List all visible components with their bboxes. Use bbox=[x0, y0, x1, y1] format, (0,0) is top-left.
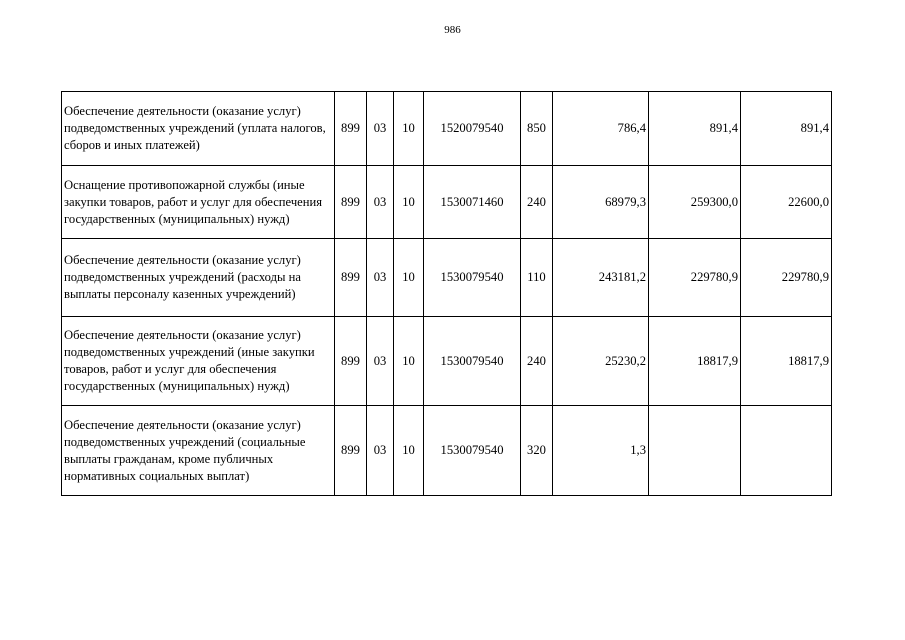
sum-3-cell: 229780,9 bbox=[741, 239, 832, 317]
description-cell: Обеспечение деятельности (оказание услуг) подведомственных учреждений (иные закупки товаров, работ и услуг для обеспечения государственных (муниципальных) нужд) bbox=[62, 317, 335, 406]
ministry-cell: 899 bbox=[335, 239, 367, 317]
description-cell: Обеспечение деятельности (оказание услуг) подведомственных учреждений (расходы на выплаты персоналу казенных учреждений) bbox=[62, 239, 335, 317]
table-row bbox=[62, 406, 832, 496]
description-cell: Оснащение противопожарной службы (иные закупки товаров, работ и услуг для обеспечения государственных (муниципальных) нужд) bbox=[62, 166, 335, 239]
subsection-cell: 10 bbox=[394, 92, 424, 166]
section-cell: 03 bbox=[367, 406, 394, 496]
sum-2-cell bbox=[649, 406, 741, 496]
subsection-cell: 10 bbox=[394, 406, 424, 496]
sum-2-cell: 259300,0 bbox=[649, 166, 741, 239]
expense-type-cell: 110 bbox=[521, 239, 553, 317]
target-article-cell: 1530079540 bbox=[424, 317, 521, 406]
expense-type-cell: 850 bbox=[521, 92, 553, 166]
expense-type-cell: 240 bbox=[521, 166, 553, 239]
description-cell: Обеспечение деятельности (оказание услуг) подведомственных учреждений (социальные выплаты гражданам, кроме публичных нормативных социальных выплат) bbox=[62, 406, 335, 496]
sum-1-cell: 786,4 bbox=[553, 92, 649, 166]
section-cell: 03 bbox=[367, 92, 394, 166]
budget-table bbox=[61, 91, 832, 496]
page-number: 986 bbox=[444, 24, 461, 36]
sum-1-cell: 25230,2 bbox=[553, 317, 649, 406]
sum-3-cell: 22600,0 bbox=[741, 166, 832, 239]
target-article-cell: 1530079540 bbox=[424, 239, 521, 317]
target-article-cell: 1520079540 bbox=[424, 92, 521, 166]
ministry-cell: 899 bbox=[335, 92, 367, 166]
table-row bbox=[62, 317, 832, 406]
sum-1-cell: 243181,2 bbox=[553, 239, 649, 317]
ministry-cell: 899 bbox=[335, 166, 367, 239]
target-article-cell: 1530071460 bbox=[424, 166, 521, 239]
sum-3-cell bbox=[741, 406, 832, 496]
table-row bbox=[62, 92, 832, 166]
subsection-cell: 10 bbox=[394, 166, 424, 239]
section-cell: 03 bbox=[367, 239, 394, 317]
subsection-cell: 10 bbox=[394, 239, 424, 317]
sum-2-cell: 891,4 bbox=[649, 92, 741, 166]
ministry-cell: 899 bbox=[335, 317, 367, 406]
sum-3-cell: 891,4 bbox=[741, 92, 832, 166]
description-cell: Обеспечение деятельности (оказание услуг) подведомственных учреждений (уплата налогов, сборов и иных платежей) bbox=[62, 92, 335, 166]
expense-type-cell: 240 bbox=[521, 317, 553, 406]
table-row bbox=[62, 166, 832, 239]
ministry-cell: 899 bbox=[335, 406, 367, 496]
expense-type-cell: 320 bbox=[521, 406, 553, 496]
sum-1-cell: 68979,3 bbox=[553, 166, 649, 239]
table-row bbox=[62, 239, 832, 317]
section-cell: 03 bbox=[367, 166, 394, 239]
sum-1-cell: 1,3 bbox=[553, 406, 649, 496]
sum-2-cell: 229780,9 bbox=[649, 239, 741, 317]
section-cell: 03 bbox=[367, 317, 394, 406]
sum-2-cell: 18817,9 bbox=[649, 317, 741, 406]
subsection-cell: 10 bbox=[394, 317, 424, 406]
sum-3-cell: 18817,9 bbox=[741, 317, 832, 406]
target-article-cell: 1530079540 bbox=[424, 406, 521, 496]
